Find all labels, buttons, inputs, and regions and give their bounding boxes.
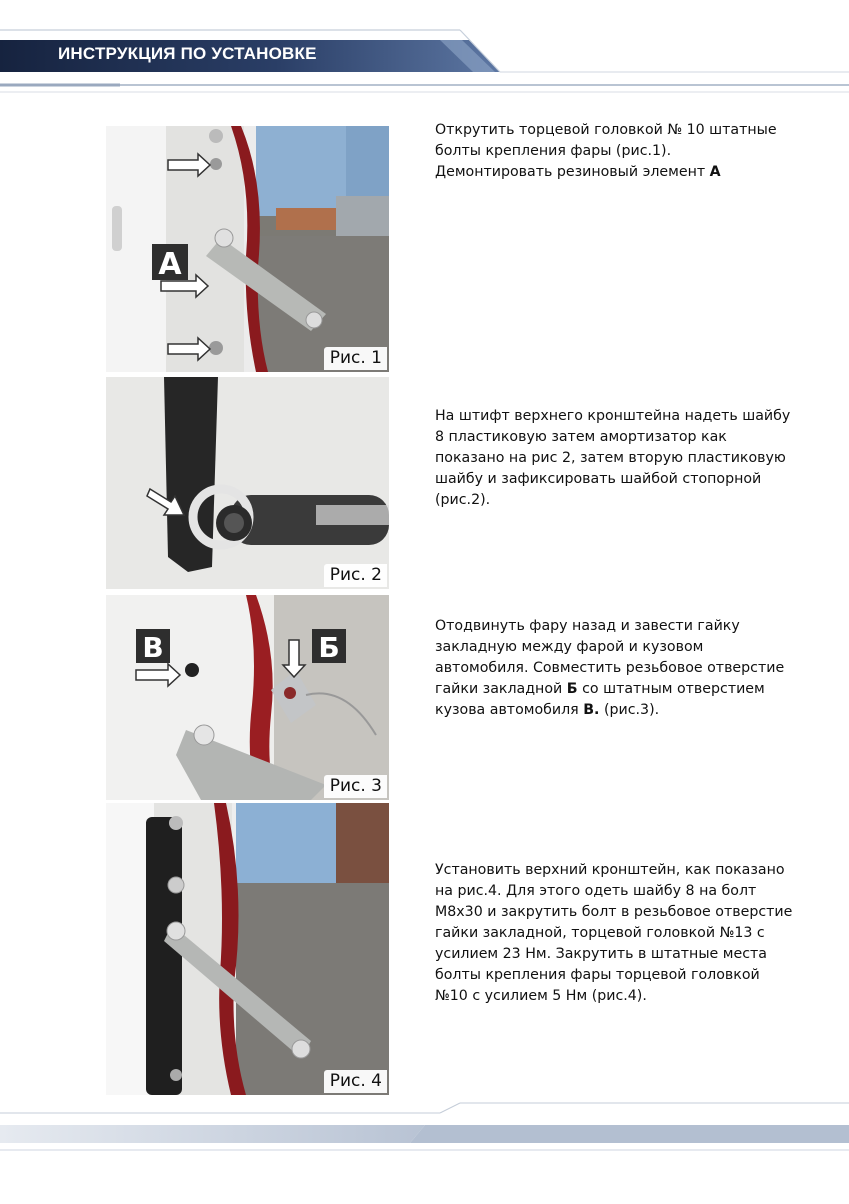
- step-3-part-3: (рис.3).: [603, 702, 660, 718]
- page-footer: [0, 1095, 849, 1200]
- step-3-text: [435, 616, 795, 721]
- step-1-line-2: Демонтировать резиновый элемент: [435, 164, 706, 180]
- figure-4-photo: [106, 803, 389, 1095]
- figure-1-caption: Рис. 1: [324, 347, 387, 370]
- figure-4-caption: Рис. 4: [324, 1070, 387, 1093]
- figure-1-label-a: А: [158, 247, 182, 282]
- figure-3-photo: [106, 595, 389, 800]
- step-2-text: На штифт верхнего кронштейна надеть шайбу 8 пластиковую затем амортизатор как показано на рис 2, затем вторую пластиковую шайбу и зафиксировать шайбой стопорной (рис.2).: [435, 408, 791, 508]
- page-title: ИНСТРУКЦИЯ ПО УСТАНОВКЕ: [58, 44, 317, 63]
- figure-3-label-v: В: [142, 631, 164, 664]
- step-4-text: Установить верхний кронштейн, как показано на рис.4. Для этого одеть шайбу 8 на болт М8х30 и закрутить болт в резьбовое отверстие гайки закладной, торцевой головкой №13 с усилием 23 Нм. Закрутить в штатные места болты крепления фары торцевой головкой №10 с усилием 5 Нм (рис.4).: [435, 862, 793, 1004]
- figure-1-photo: [106, 126, 389, 372]
- step-3-part-1: Отодвинуть фару назад и завести гайку закладную между фарой и кузовом автомобиля. Совместить резьбовое отверстие гайки закладной: [435, 618, 785, 697]
- figure-2-caption: Рис. 2: [324, 564, 387, 587]
- footer-decoration-graphic: [0, 1095, 849, 1200]
- step-1-element-a: А: [709, 164, 721, 180]
- step-1-line-1: Открутить торцевой головкой № 10 штатные болты крепления фары (рис.1).: [435, 122, 777, 159]
- step-3-nut-b: Б: [566, 681, 578, 697]
- figure-3-label-b: Б: [318, 631, 340, 664]
- step-3-part-2: со штатным отверстием кузова автомобиля: [435, 681, 765, 718]
- step-3-hole-v: В.: [583, 702, 600, 718]
- figure-2-photo: [106, 377, 389, 589]
- page-header: [0, 0, 849, 100]
- figure-3-caption: Рис. 3: [324, 775, 387, 798]
- step-1-text: [435, 120, 795, 183]
